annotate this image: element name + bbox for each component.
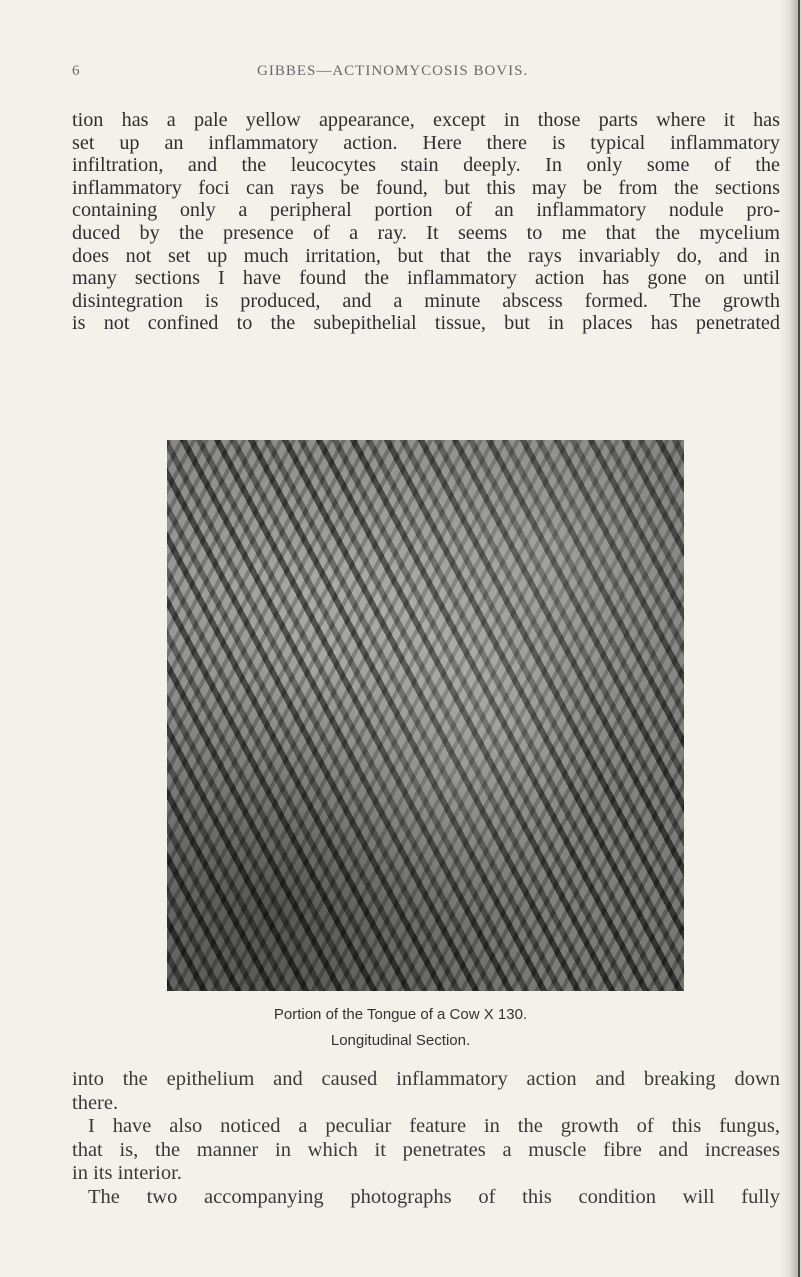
text-line: in its interior. (72, 1162, 182, 1184)
page-edge (779, 0, 801, 1277)
text-line: containing only a peripheral portion of an inflammatory nodule pro- (72, 199, 780, 222)
text-line: many sections I have found the inflammatory action has gone on until (72, 267, 780, 290)
page-number: 6 (72, 63, 81, 79)
text-line: duced by the presence of a ray. It seems to me that the mycelium (72, 221, 780, 244)
text-line: set up an inflammatory action. Here there is typical inflammatory (72, 131, 780, 154)
figure-subcaption: Longitudinal Section. (330, 1032, 471, 1049)
text-line: that is, the manner in which it penetrates a muscle fibre and increases (72, 1138, 780, 1161)
text-line: into the epithelium and caused inflammatory action and breaking down (72, 1068, 780, 1090)
paragraph-top (72, 109, 780, 429)
text-line: there. (72, 1091, 119, 1114)
running-title: GIBBES—ACTINOMYCOSIS BOVIS. (257, 63, 529, 79)
paragraph-bottom (72, 1068, 780, 1268)
figure-caption: Portion of the Tongue of a Cow X 130. (273, 1006, 528, 1023)
text-line: disintegration is produced, and a minute abscess formed. The growth (72, 289, 780, 312)
micrograph-shading (167, 440, 684, 991)
text-line: inflammatory foci can rays be found, but this may be from the sections (72, 176, 780, 199)
running-head (72, 63, 712, 85)
text-line: tion has a pale yellow appearance, except in those parts where it has (72, 109, 780, 131)
text-line: The two accompanying photographs of this condition will fully (88, 1185, 780, 1208)
text-line: I have also noticed a peculiar feature in the growth of this fungus, (88, 1115, 780, 1137)
text-line: is not confined to the subepithelial tissue, but in places has penetrated (72, 312, 780, 335)
text-line: does not set up much irritation, but that the rays invariably do, and in (72, 244, 780, 267)
micrograph-figure (167, 440, 684, 991)
text-line: infiltration, and the leucocytes stain deeply. In only some of the (72, 154, 780, 177)
